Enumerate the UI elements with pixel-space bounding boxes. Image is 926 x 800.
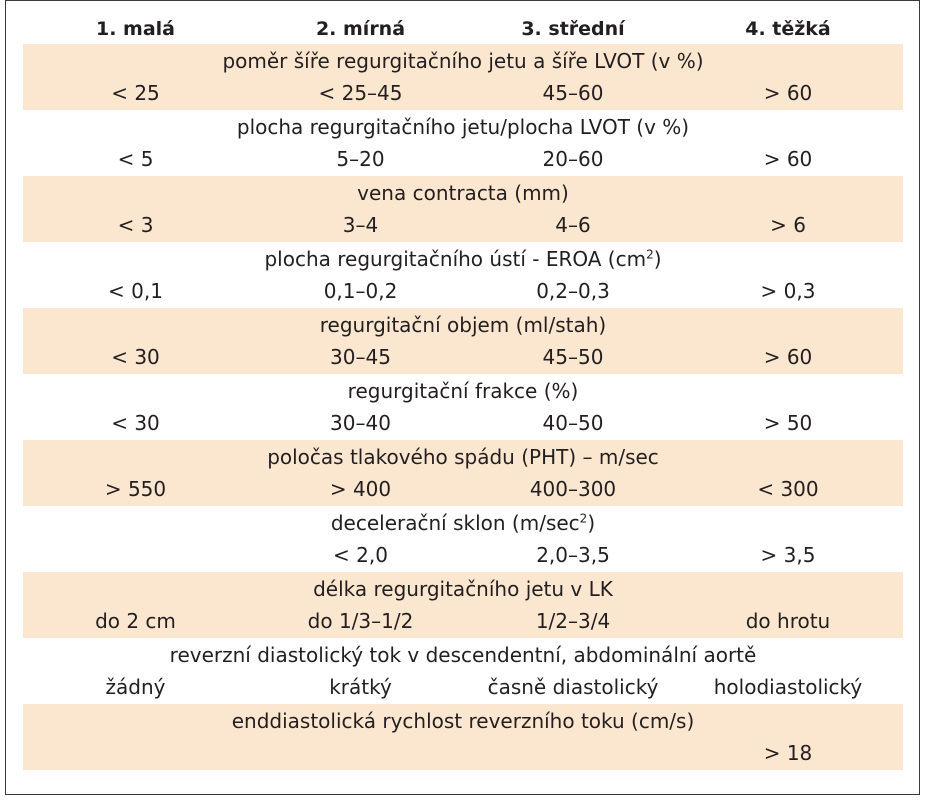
cell-col-1: < 25 bbox=[111, 81, 160, 105]
cell-col-4: > 50 bbox=[763, 411, 813, 435]
row-title-superscript: 2 bbox=[579, 511, 588, 526]
table-header bbox=[23, 14, 903, 44]
row-title: regurgitační frakce (%) bbox=[347, 379, 579, 403]
header-col-1: 1. malá bbox=[95, 18, 175, 40]
table-row bbox=[23, 308, 903, 374]
row-title: reverzní diastolický tok v descendentní, abdominální aortě bbox=[169, 643, 757, 667]
cell-col-1: do 2 cm bbox=[95, 609, 176, 633]
cell-col-1: < 0,1 bbox=[108, 279, 163, 303]
cell-col-4: > 6 bbox=[770, 213, 806, 237]
row-title bbox=[23, 512, 903, 534]
row-title: plocha regurgitačního jetu/plocha LVOT (v %) bbox=[236, 115, 690, 139]
cell-col-1: < 3 bbox=[117, 213, 154, 237]
row-title bbox=[23, 248, 903, 270]
table-row bbox=[23, 374, 903, 440]
cell-col-3: 1/2–3/4 bbox=[535, 609, 611, 633]
cell-col-2: 30–45 bbox=[330, 345, 391, 369]
row-title-superscript: 2 bbox=[646, 247, 654, 262]
cell-col-3: 45–50 bbox=[542, 345, 604, 369]
cell-col-1: > 550 bbox=[104, 477, 167, 501]
row-title: regurgitační objem (ml/stah) bbox=[319, 313, 607, 337]
cell-col-4: < 300 bbox=[757, 477, 819, 501]
header-col-2: 2. mírná bbox=[315, 18, 406, 40]
row-title: vena contracta (mm) bbox=[357, 181, 569, 205]
table-row bbox=[23, 506, 903, 572]
cell-col-4: do hrotu bbox=[745, 609, 831, 633]
table-row bbox=[23, 704, 903, 770]
cell-col-3: 400–300 bbox=[529, 477, 617, 501]
cell-col-2: > 400 bbox=[329, 477, 392, 501]
cell-col-3: 40–50 bbox=[542, 411, 604, 435]
cell-col-1: žádný bbox=[105, 675, 166, 699]
cell-col-2: 3–4 bbox=[342, 213, 379, 237]
cell-col-2: krátký bbox=[329, 675, 392, 699]
row-title: enddiastolická rychlost reverzního toku (cm/s) bbox=[231, 709, 695, 733]
cell-col-2: 5–20 bbox=[336, 147, 385, 171]
cell-col-4: > 0,3 bbox=[760, 279, 816, 303]
table-row bbox=[23, 44, 903, 110]
row-title-closing: ) bbox=[587, 511, 596, 535]
cell-col-1: < 5 bbox=[117, 147, 154, 171]
cell-col-4: > 18 bbox=[763, 741, 813, 765]
cell-col-3: 0,2–0,3 bbox=[536, 279, 610, 303]
row-title: délka regurgitačního jetu v LK bbox=[313, 577, 613, 601]
row-title: poměr šíře regurgitačního jetu a šíře LVOT (v %) bbox=[222, 49, 704, 73]
row-title-closing: ) bbox=[653, 247, 662, 271]
cell-col-4: holodiastolický bbox=[713, 675, 863, 699]
table-row bbox=[23, 110, 903, 176]
table-row bbox=[23, 638, 903, 704]
cell-col-3: 45–60 bbox=[542, 81, 604, 105]
cell-col-2: 30–40 bbox=[330, 411, 391, 435]
row-title-text: decelerační sklon (m/sec bbox=[330, 511, 580, 535]
table-row bbox=[23, 440, 903, 506]
cell-col-4: > 3,5 bbox=[760, 543, 816, 567]
cell-col-2: 0,1–0,2 bbox=[323, 279, 398, 303]
cell-col-1: < 30 bbox=[111, 411, 160, 435]
table-row bbox=[23, 176, 903, 242]
cell-col-4: > 60 bbox=[763, 345, 813, 369]
cell-col-3: 2,0–3,5 bbox=[536, 543, 610, 567]
cell-col-4: > 60 bbox=[763, 147, 813, 171]
cell-col-2: < 2,0 bbox=[333, 543, 388, 567]
cell-col-3: 4–6 bbox=[555, 213, 591, 237]
header-col-4: 4. těžká bbox=[745, 18, 831, 40]
table-row bbox=[23, 572, 903, 638]
cell-col-2: do 1/3–1/2 bbox=[307, 609, 414, 633]
cell-col-3: 20–60 bbox=[542, 147, 604, 171]
cell-col-1: < 30 bbox=[111, 345, 160, 369]
cell-col-2: < 25–45 bbox=[318, 81, 403, 105]
row-title: poločas tlakového spádu (PHT) – m/sec bbox=[267, 445, 659, 469]
row-title-text: plocha regurgitačního ústí - EROA (cm bbox=[264, 247, 647, 271]
table-row bbox=[23, 242, 903, 308]
cell-col-3: časně diastolický bbox=[487, 675, 659, 699]
cell-col-4: > 60 bbox=[763, 81, 813, 105]
header-col-3: 3. střední bbox=[521, 18, 625, 40]
